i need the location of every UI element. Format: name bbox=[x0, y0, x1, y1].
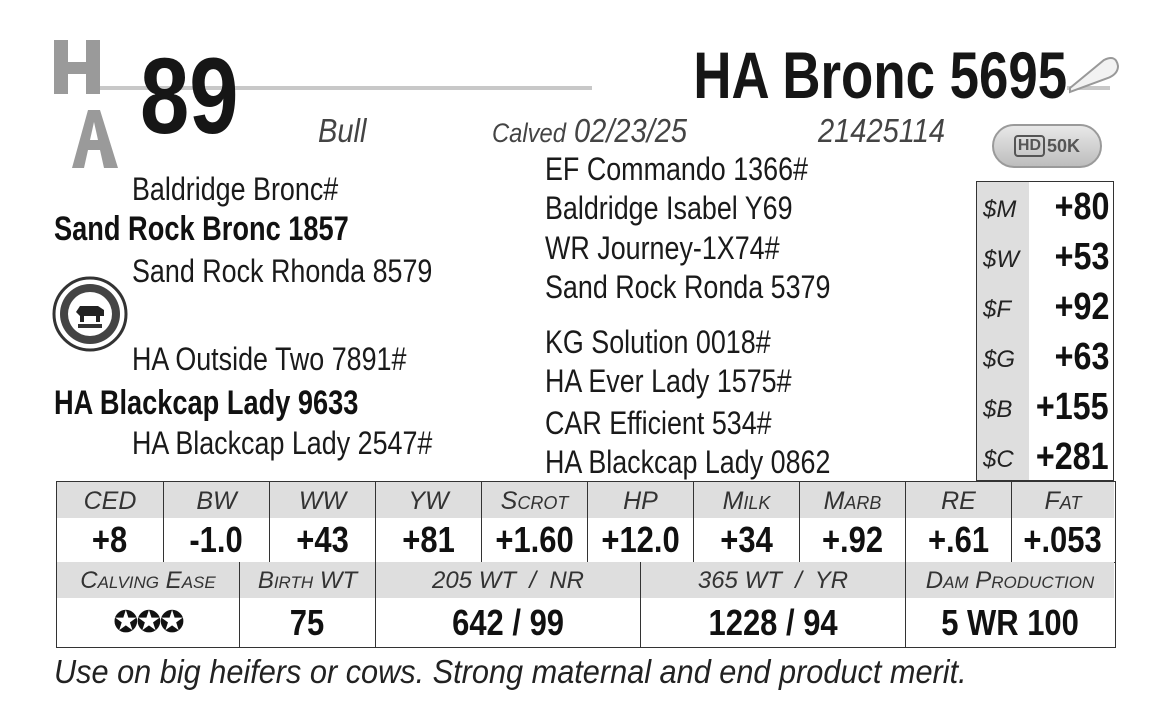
calved-value: 02/23/25 bbox=[574, 112, 688, 149]
index-value: +155 bbox=[1036, 386, 1109, 428]
calving-ease-column bbox=[57, 562, 239, 647]
comment-text: Use on big heifers or cows. Strong maternal and end product merit. bbox=[54, 653, 967, 690]
epd-value: +8 bbox=[92, 519, 128, 560]
epd-header: Fat bbox=[1012, 482, 1114, 518]
breed-seal-icon bbox=[52, 276, 128, 352]
epd-header: CED bbox=[57, 482, 163, 518]
epd-header: Marb bbox=[800, 482, 905, 518]
calving-ease-header: Calving Ease bbox=[57, 562, 239, 598]
index-row bbox=[977, 432, 1115, 482]
epd-header: YW bbox=[376, 482, 481, 518]
sire-sire: Baldridge Bronc# bbox=[132, 171, 339, 207]
epd-value: -1.0 bbox=[189, 519, 244, 560]
animal-name: HA Bronc 5695 bbox=[592, 40, 1067, 110]
epd-column-scrot bbox=[481, 482, 587, 562]
dam-production-value: 5 WR 100 bbox=[941, 602, 1079, 643]
dam-production-column bbox=[905, 562, 1114, 647]
epd-header: WW bbox=[270, 482, 375, 518]
epd-column-fat bbox=[1011, 482, 1114, 562]
index-label: $B bbox=[983, 396, 1013, 423]
dam: HA Blackcap Lady 9633 bbox=[54, 384, 359, 422]
sire-sire-dam: Baldridge Isabel Y69 bbox=[545, 190, 793, 226]
registration-number: 21425114 bbox=[818, 112, 946, 149]
epd-value: +12.0 bbox=[601, 519, 680, 560]
hd-text: HD bbox=[1014, 135, 1045, 157]
birth-weight-column bbox=[239, 562, 375, 647]
index-value: +53 bbox=[1054, 236, 1109, 278]
sire: Sand Rock Bronc 1857 bbox=[54, 210, 349, 248]
index-row bbox=[977, 282, 1115, 332]
index-value: +92 bbox=[1054, 286, 1109, 328]
epd-column-ww bbox=[269, 482, 375, 562]
index-label: $F bbox=[983, 296, 1012, 323]
calved-label: Calved bbox=[492, 118, 566, 148]
sire-sire-sire: EF Commando 1366# bbox=[545, 151, 808, 187]
dam-dam-dam: HA Blackcap Lady 0862 bbox=[545, 444, 831, 480]
birth-weight-header: Birth WT bbox=[240, 562, 375, 598]
epd-header: Scrot bbox=[482, 482, 587, 518]
calving-ease-stars-icon: ✪✪✪ bbox=[113, 606, 183, 639]
epd-header: Milk bbox=[694, 482, 799, 518]
birth-weight-value: 75 bbox=[290, 602, 325, 643]
index-row bbox=[977, 182, 1115, 232]
index-row bbox=[977, 332, 1115, 382]
hd50k-badge bbox=[992, 124, 1102, 168]
calved-date bbox=[492, 112, 714, 152]
epd-header: HP bbox=[588, 482, 693, 518]
epd-column-marb bbox=[799, 482, 905, 562]
brand-logo bbox=[52, 38, 132, 170]
epd-value: +.053 bbox=[1023, 519, 1103, 560]
yearling-weight-header: 365 WT / YR bbox=[641, 562, 905, 598]
sire-dam-sire: WR Journey-1X74# bbox=[545, 230, 780, 266]
dam-production-header: Dam Production bbox=[906, 562, 1114, 598]
sire-dam-dam: Sand Rock Ronda 5379 bbox=[545, 269, 831, 305]
performance-table bbox=[56, 562, 1116, 648]
epd-value: +1.60 bbox=[495, 519, 574, 560]
epd-value: +.61 bbox=[927, 519, 990, 560]
dam-sire-sire: KG Solution 0018# bbox=[545, 324, 771, 360]
index-label: $C bbox=[983, 446, 1014, 473]
index-label: $G bbox=[983, 346, 1016, 373]
index-row bbox=[977, 382, 1115, 432]
epd-column-hp bbox=[587, 482, 693, 562]
epd-column-re bbox=[905, 482, 1011, 562]
dam-dam-sire: CAR Efficient 534# bbox=[545, 405, 772, 441]
epd-value: +81 bbox=[402, 519, 455, 560]
epd-header: RE bbox=[906, 482, 1011, 518]
epd-value: +43 bbox=[296, 519, 349, 560]
epd-column-bw bbox=[163, 482, 269, 562]
epd-value: +.92 bbox=[821, 519, 884, 560]
index-label: $M bbox=[983, 196, 1017, 223]
index-row bbox=[977, 232, 1115, 282]
yearling-weight-value: 1228 / 94 bbox=[708, 602, 838, 643]
weaning-weight-column bbox=[375, 562, 640, 647]
index-value: +80 bbox=[1054, 186, 1109, 228]
lot-number: 89 bbox=[140, 35, 239, 156]
epd-column-milk bbox=[693, 482, 799, 562]
dam-dam: HA Blackcap Lady 2547# bbox=[132, 425, 433, 461]
index-label: $W bbox=[983, 246, 1019, 273]
epd-column-ced bbox=[57, 482, 163, 562]
weaning-weight-value: 642 / 99 bbox=[452, 602, 564, 643]
fifty-k-text: 50K bbox=[1047, 135, 1081, 156]
yearling-weight-column bbox=[640, 562, 905, 647]
dam-sire: HA Outside Two 7891# bbox=[132, 341, 407, 377]
dollar-index-box bbox=[976, 181, 1114, 481]
epd-column-yw bbox=[375, 482, 481, 562]
dam-sire-dam: HA Ever Lady 1575# bbox=[545, 363, 792, 399]
index-value: +63 bbox=[1054, 336, 1109, 378]
sex-label: Bull bbox=[318, 112, 367, 149]
epd-header: BW bbox=[164, 482, 269, 518]
index-value: +281 bbox=[1036, 436, 1109, 478]
weaning-weight-header: 205 WT / NR bbox=[376, 562, 640, 598]
epd-value: +34 bbox=[720, 519, 773, 560]
epd-table bbox=[56, 481, 1116, 563]
sire-dam: Sand Rock Rhonda 8579 bbox=[132, 253, 433, 289]
header-line-end bbox=[1064, 52, 1124, 98]
